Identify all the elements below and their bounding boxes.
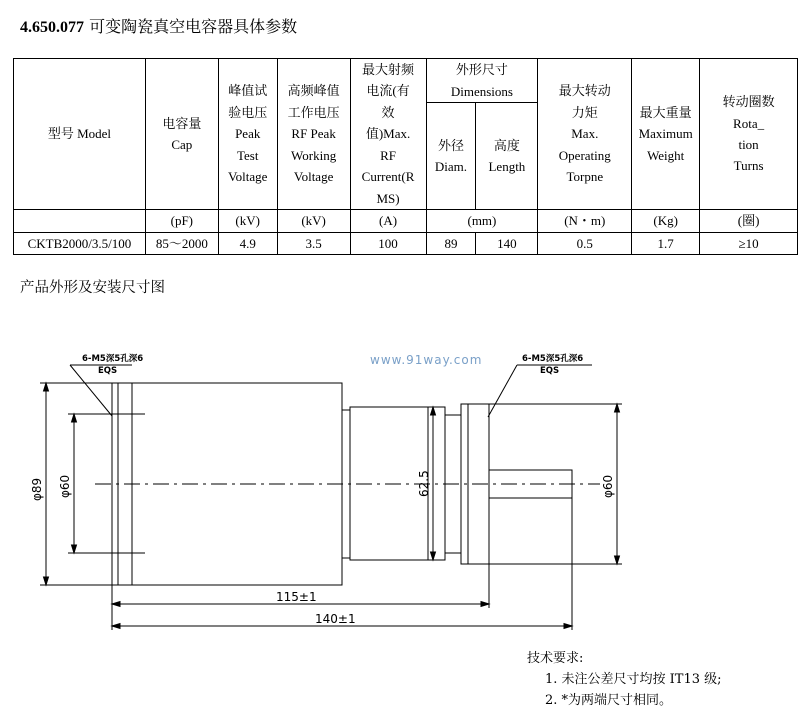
header-rf-current: 最大射频 电流(有 效 值)Max. RF Current(R MS)	[350, 59, 426, 210]
dim-60-right-label: φ60	[601, 474, 615, 498]
unit-rf-current: (A)	[350, 210, 426, 232]
units-row	[14, 210, 798, 232]
cell-diam: 89	[426, 232, 476, 254]
unit-cap: (pF)	[145, 210, 218, 232]
header-weight: 最大重量 Maximum Weight	[632, 59, 700, 210]
cell-peak: 4.9	[218, 232, 277, 254]
dim-62-label: 62.5	[417, 470, 431, 497]
spec-table	[13, 58, 798, 255]
arrow-140-right	[564, 624, 572, 629]
cell-cap: 85～2000	[145, 232, 218, 254]
unit-dimensions: (mm)	[426, 210, 538, 232]
cell-rf-current: 100	[350, 232, 426, 254]
cell-model: CKTB2000/3.5/100	[14, 232, 146, 254]
label-right-leader	[488, 365, 517, 417]
unit-torque: (N・m)	[538, 210, 632, 232]
label-left-line2: EQS	[98, 366, 118, 376]
drawing-subtitle: 产品外形及安装尺寸图	[20, 280, 165, 296]
watermark-text: www.91way.com	[370, 353, 483, 367]
arrow-89-bottom	[44, 577, 49, 585]
cell-length: 140	[476, 232, 538, 254]
document-title	[20, 14, 297, 37]
arrow-62-bottom	[431, 552, 436, 560]
unit-peak: (kV)	[218, 210, 277, 232]
dim-60-left-label: φ60	[58, 474, 72, 498]
arrow-60-left-bottom	[72, 545, 77, 553]
header-turns: 转动圈数 Rota_ tion Turns	[700, 59, 798, 210]
capacitor-drawing	[0, 330, 800, 640]
header-dimensions: 外形尺寸 Dimensions	[426, 59, 538, 103]
dim-89-label: φ89	[30, 477, 44, 501]
dim-140-label: 140±1	[315, 612, 356, 626]
arrow-115-right	[481, 602, 489, 607]
label-left-line1: 6-M5深5孔深6	[82, 354, 144, 364]
header-cap: 电容量 Cap	[145, 59, 218, 210]
header-torque: 最大转动 力矩 Max. Operating Torpne	[538, 59, 632, 210]
arrow-62-top	[431, 407, 436, 415]
header-model: 型号 Model	[14, 59, 146, 210]
cell-weight: 1.7	[632, 232, 700, 254]
header-peak: 峰值试 验电压 Peak Test Voltage	[218, 59, 277, 210]
header-rf-peak: 高频峰值 工作电压 RF Peak Working Voltage	[277, 59, 350, 210]
arrow-115-left	[112, 602, 120, 607]
arrow-89-top	[44, 383, 49, 391]
table-row	[14, 232, 798, 254]
arrow-60-left-top	[72, 414, 77, 422]
note-item: 2. *为两端尺寸相同。	[545, 693, 673, 708]
header-length: 高度 Length	[476, 103, 538, 210]
model-number: 4.650.077	[20, 19, 84, 36]
unit-rf-peak: (kV)	[277, 210, 350, 232]
arrow-140-left	[112, 624, 120, 629]
label-right-line2: EQS	[540, 366, 560, 376]
header-diam: 外径 Diam.	[426, 103, 476, 210]
title-text: 可变陶瓷真空电容器具体参数	[89, 17, 298, 36]
unit-turns: (圈)	[700, 210, 798, 232]
dim-115-label: 115±1	[276, 590, 317, 604]
note-item: 1. 未注公差尺寸均按 IT13 级;	[545, 672, 722, 687]
arrow-60-right-top	[615, 404, 620, 412]
cell-torque: 0.5	[538, 232, 632, 254]
technical-notes	[527, 648, 722, 711]
cell-rf-peak: 3.5	[277, 232, 350, 254]
cell-turns: ≥10	[700, 232, 798, 254]
unit-weight: (Kg)	[632, 210, 700, 232]
notes-title: 技术要求:	[527, 651, 584, 666]
arrow-60-right-bottom	[615, 556, 620, 564]
label-right-line1: 6-M5深5孔深6	[522, 354, 584, 364]
